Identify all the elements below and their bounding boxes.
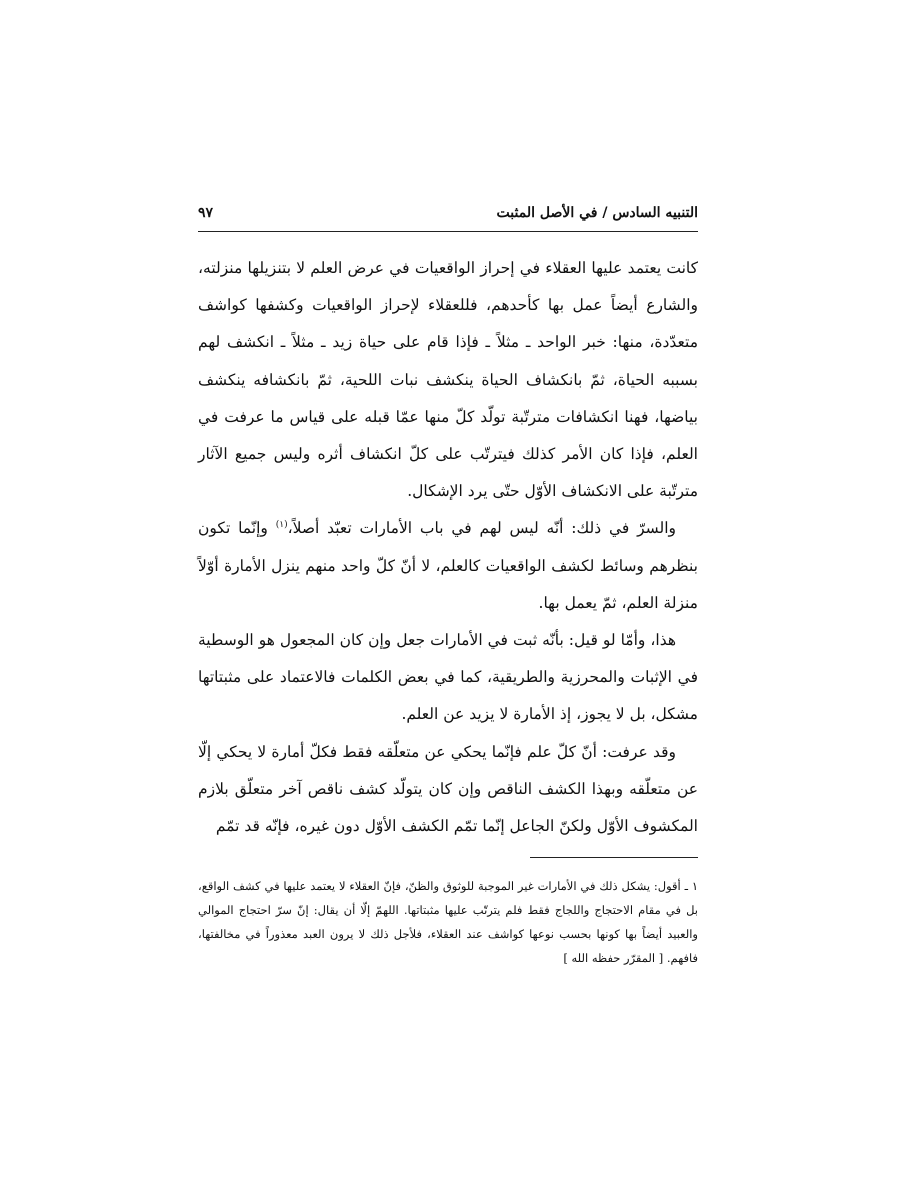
page-number: ٩٧ [198,205,214,221]
paragraph-text: وإنّما تكون بنظرهم وسائط لكشف الواقعيات كالعلم، لا أنّ كلّ واحد منهم ينزل الأمارة أوّلاً منزلة العلم، ثمّ يعمل بها. [198,519,698,612]
footnote-reference[interactable]: (١) [275,520,288,531]
main-text [198,250,698,845]
paragraph: وقد عرفت: أنّ كلّ علم فإنّما يحكي عن متعلّقه فقط فكلّ أمارة لا يحكي إلّا عن متعلّقه وبهذا الكشف الناقص وإن كان يتولّد كشف ناقص آخر متعلّق بلازم المكشوف الأوّل ولكنّ الجاعل إنّما تمّم الكشف الأوّل دون غيره، فإنّه قد تمّم [198,742,698,836]
paragraph [198,510,698,622]
paragraph: هذا، وأمّا لو قيل: بأنّه ثبت في الأمارات جعل وإن كان المجعول هو الوسطية في الإثبات والمحرزية والطريقية، كما في بعض الكلمات فالاعتماد على مثبتاتها مشكل، بل لا يجوز، إذ الأمارة لا يزيد عن العلم. [198,631,698,724]
footnote: ١ ـ أقول: يشكل ذلك في الأمارات غير الموجبة للوثوق والظنّ، فإنّ العقلاء لا يعتمد عليها في كشف الواقع، بل في مقام الاحتجاج واللجاج فقط فلم يترتّب عليها مثبتاتها. اللهمّ إلّا أن يقال: إنّ سرّ احتجاج الموالي والعبيد أيضاً بها كونها بحسب نوعها كواشف عند العقلاء، فلأجل ذلك لا يرون العبد معذوراً في مخالفتها، فافهم. [ المقرّر حفظه الله ] [198,879,698,965]
paragraph: كانت يعتمد عليها العقلاء في إحراز الواقعيات في عرض العلم لا بتنزيلها منزلته، والشارع أيضاً عمل بها كأحدهم، فللعقلاء لإحراز الواقعيات وكشفها كواشف متعدّدة، منها: خبر الواحد ـ مثلاً ـ فإذا قام على حياة زيد ـ مثلاً ـ انكشف لهم بسببه الحياة، ثمّ بانكشاف الحياة ينكشف نبات اللحية، ثمّ بانكشافه ينكشف بياضها، فهنا انكشافات مترتّبة تولّد كلّ منها عمّا قبله على قياس ما عرفت في العلم، فإذا كان الأمر كذلك فيترتّب على كلّ انكشاف أثره وليس جميع الآثار مترتّبة على الانكشاف الأوّل حتّى يرد الإشكال. [198,259,698,501]
footnotes-section [198,874,698,970]
paragraph-text: والسرّ في ذلك: أنّه ليس لهم في باب الأمارات تعبّد أصلاً، [287,519,676,538]
footnote-divider [530,857,698,858]
page-header [198,201,698,232]
running-title: التنبيه السادس / في الأصل المثبت [496,205,698,221]
